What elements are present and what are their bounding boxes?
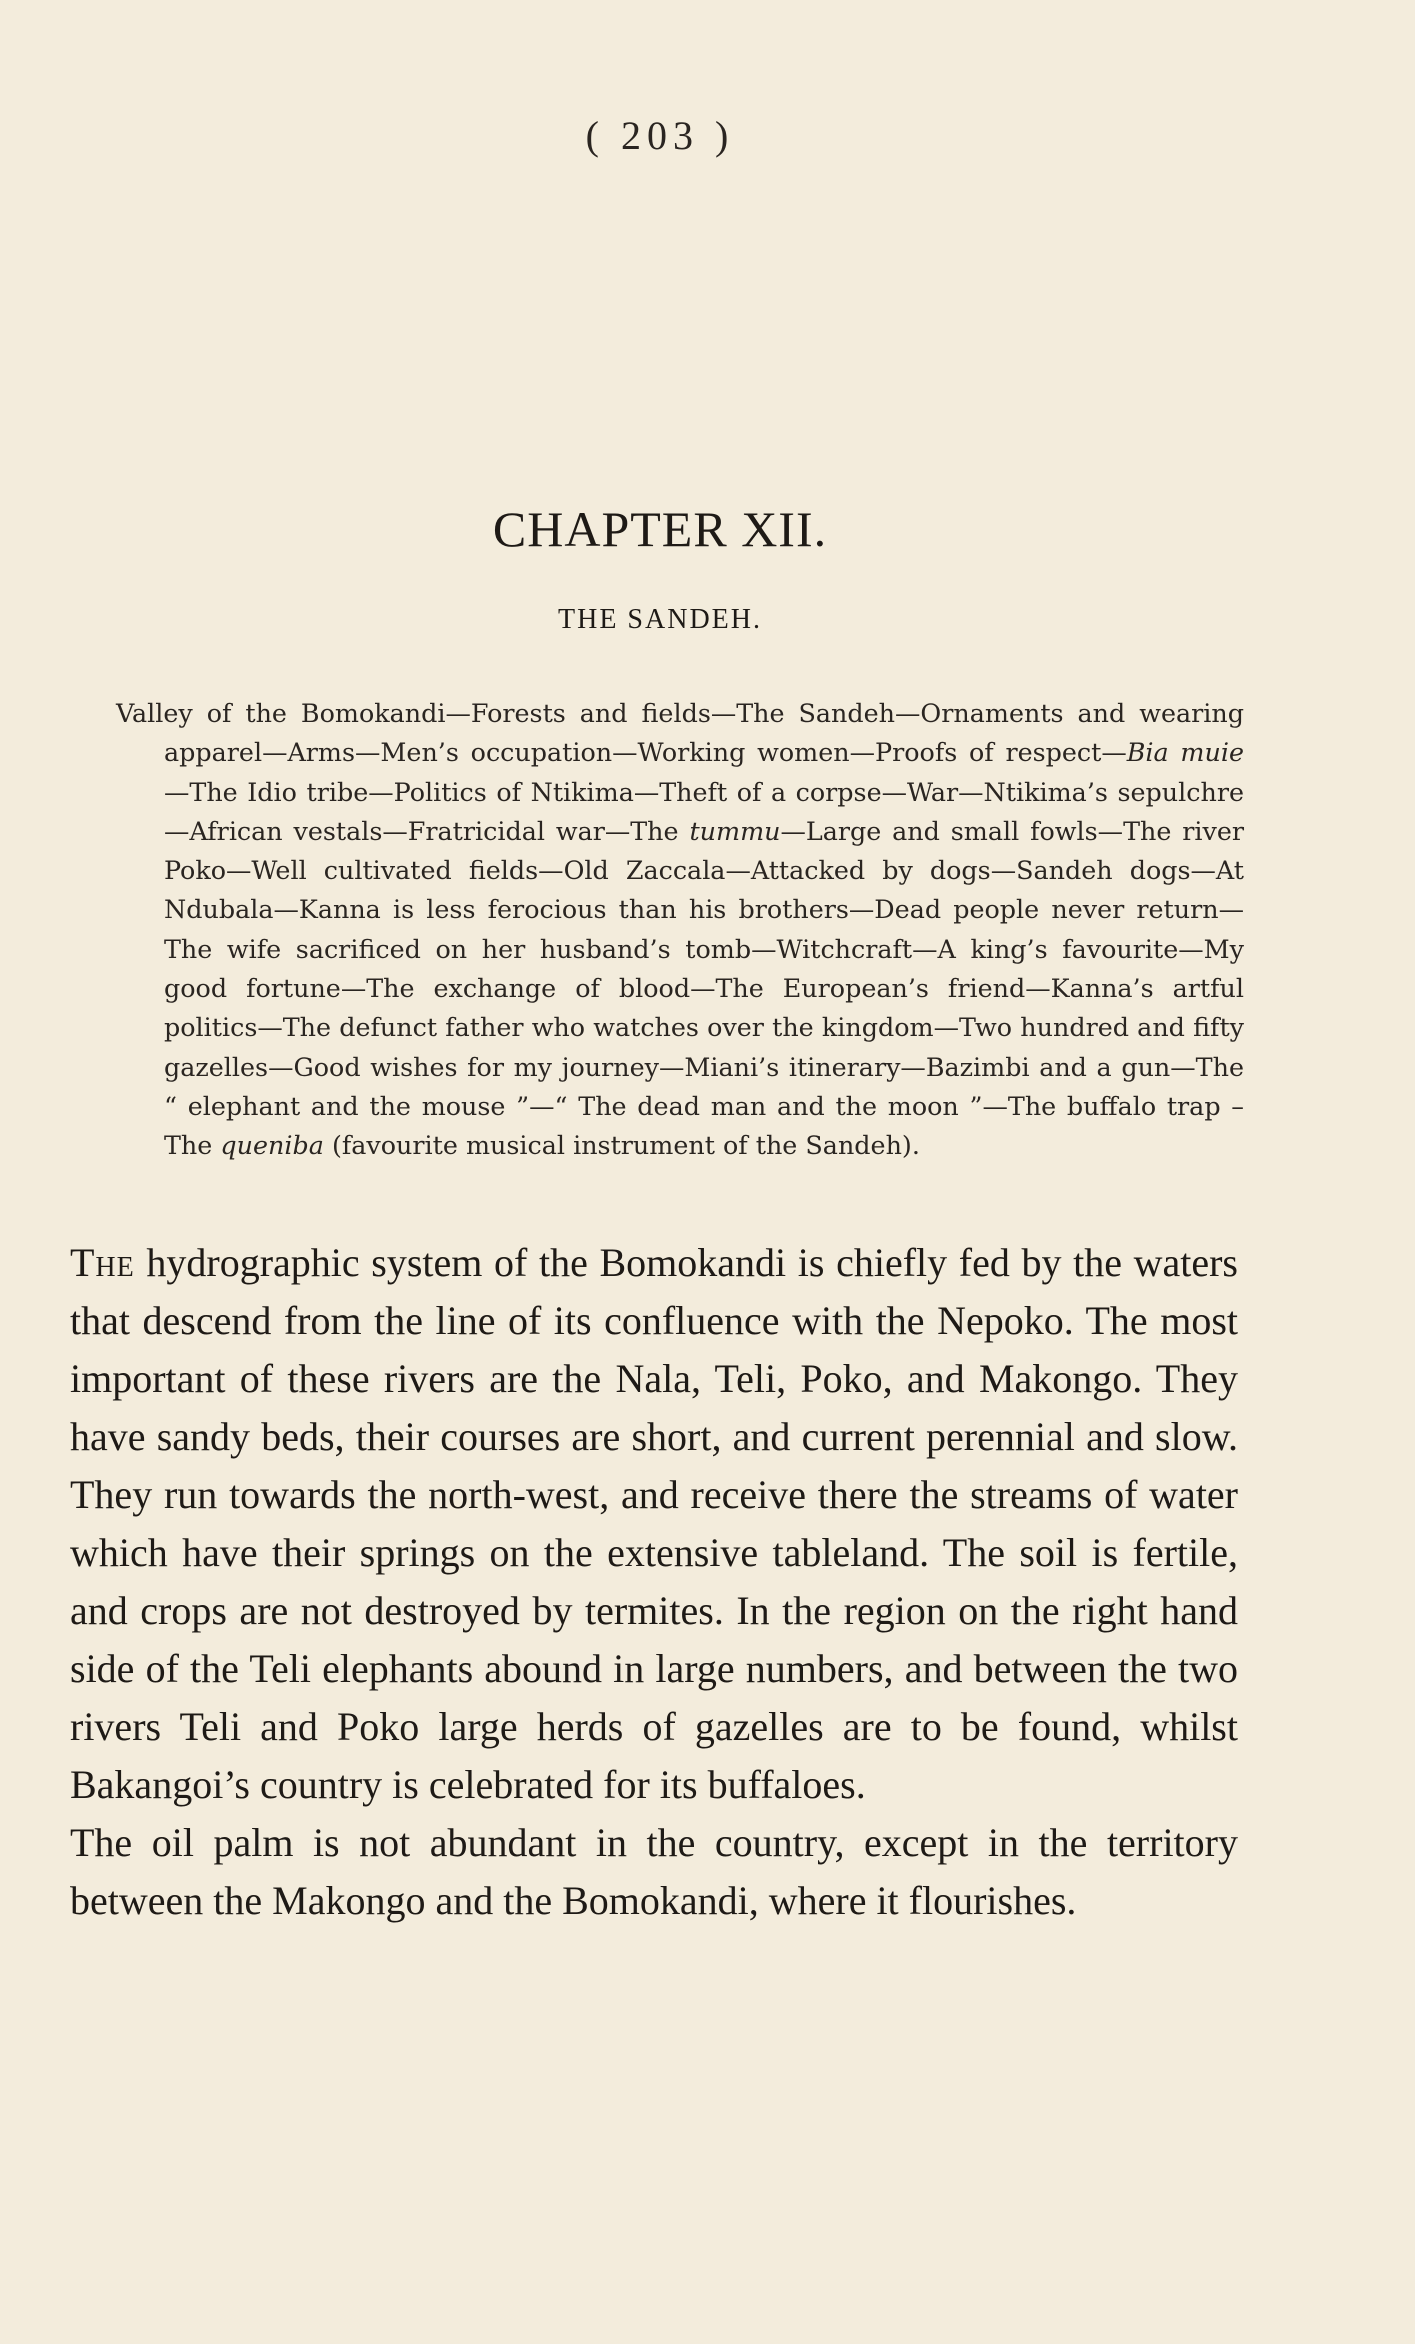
summary-text: Valley of the Bomokandi—Forests and fields—The Sandeh—Ornaments and wearing apparel—Arms—Men’s occupation—Working women—Proofs of respect— (116, 698, 1244, 768)
paragraph-text: The oil palm is not abundant in the country, except in the territory between the Makongo and the Bomokandi, where it flourishes. (70, 1820, 1238, 1923)
summary-text: (favourite musical instrument of the Sandeh). (323, 1130, 920, 1161)
page-number: ( 203 ) (585, 113, 735, 158)
summary-text: —The Idio tribe—Politics of Ntikima—Theft of a corpse—War—Ntikima’s sepulchre—African vestals—Fratricidal war—The (164, 776, 1244, 846)
chapter-subtitle: THE SANDEH. (558, 604, 762, 635)
summary-italic-term: tummu (689, 815, 781, 846)
body-text (70, 1234, 1238, 1930)
chapter-summary (116, 694, 1244, 1166)
paragraph-text: hydrographic system of the Bomokandi is chiefly fed by the waters that descend from the line of its confluence with the Nepoko. The most important of these rivers are the Nala, Teli, Poko, and Makongo. They have sandy beds, their courses are short, and current perennial and slow. They run towards the north-west, and receive there the streams of water which have their springs on the extensive tableland. The soil is fertile, and crops are not destroyed by termites. In the region on the right hand side of the Teli elephants abound in large numbers, and between the two rivers Teli and Poko large herds of gazelles are to be found, whilst Bakangoi’s country is celebrated for its buffaloes. (70, 1240, 1238, 1807)
summary-italic-term: Bia muie (1126, 737, 1244, 768)
summary-italic-term: queniba (220, 1130, 324, 1161)
chapter-title: CHAPTER XII. (492, 501, 828, 557)
paragraph-lead-word: The (70, 1240, 135, 1285)
paragraph (70, 1814, 1238, 1930)
paragraph (70, 1234, 1238, 1814)
summary-text: —Large and small fowls—The river Poko—Well cultivated fields—Old Zaccala—Attacked by dogs—Sandeh dogs—At Ndubala—Kanna is less ferocious than his brothers—Dead people never return—The wife sacrificed on her husband’s tomb—Witchcraft—A king’s favourite—My good fortune—The exchange of blood—The European’s friend—Kanna’s artful politics—The defunct father who watches over the kingdom—Two hundred and fifty gazelles—Good wishes for my journey—Miani’s itinerary—Bazimbi and a gun—The “ elephant and the mouse ”—“ The dead man and the moon ”—The buffalo trap – The (164, 815, 1245, 1161)
